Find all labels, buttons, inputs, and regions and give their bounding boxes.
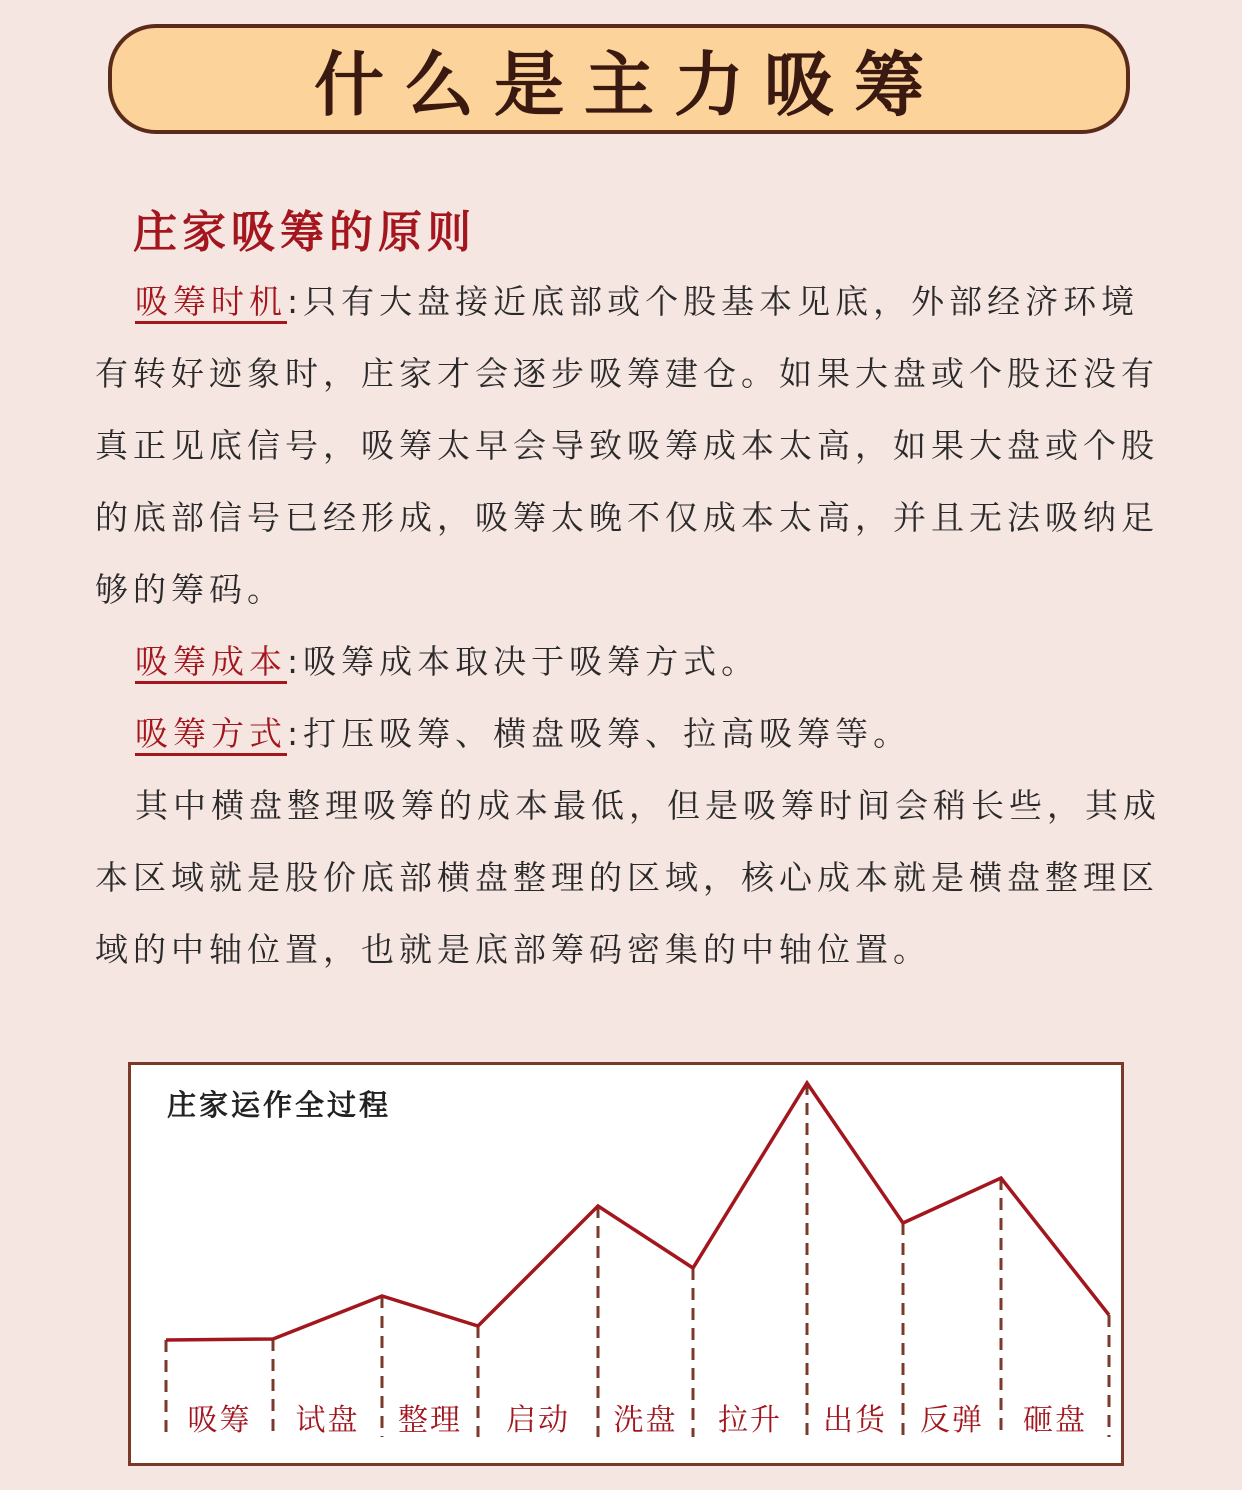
section-heading: 庄家吸筹的原则 (133, 207, 476, 258)
title-banner (108, 24, 1130, 134)
text-cost: :吸筹成本取决于吸筹方式。 (287, 642, 760, 681)
chart-title: 庄家运作全过程 (167, 1088, 392, 1122)
stage-label: 整理 (398, 1403, 462, 1438)
stage-label: 出货 (823, 1403, 887, 1438)
stage-label: 反弹 (920, 1403, 984, 1438)
term-timing: 吸筹时机 (135, 282, 287, 324)
term-method: 吸筹方式 (135, 714, 287, 756)
page-title: 什么是主力吸筹 (314, 43, 944, 126)
stage-label: 吸筹 (187, 1403, 252, 1438)
paragraph-timing (95, 266, 1165, 626)
body-text (95, 266, 1165, 986)
text-method: :打压吸筹、横盘吸筹、拉高吸筹等。 (287, 714, 912, 753)
paragraph-method (95, 698, 1165, 770)
stage-label: 启动 (506, 1403, 570, 1438)
stage-label: 洗盘 (613, 1403, 678, 1438)
paragraph-cost (95, 626, 1165, 698)
stage-label: 拉升 (718, 1403, 782, 1438)
chart-box (128, 1062, 1124, 1466)
stage-label: 试盘 (295, 1403, 360, 1438)
process-chart (131, 1065, 1121, 1463)
process-line (166, 1083, 1109, 1340)
text-timing: :只有大盘接近底部或个股基本见底，外部经济环境有转好迹象时，庄家才会逐步吸筹建仓。如果大盘或个股还没有真正见底信号，吸筹太早会导致吸筹成本太高，如果大盘或个股的底部信号已经形成，吸筹太晚不仅成本太高，并且无法吸纳足够的筹码。 (95, 282, 1159, 609)
term-cost: 吸筹成本 (135, 642, 287, 684)
text-summary: 其中横盘整理吸筹的成本最低，但是吸筹时间会稍长些，其成本区域就是股价底部横盘整理的区域，核心成本就是横盘整理区域的中轴位置，也就是底部筹码密集的中轴位置。 (95, 786, 1161, 969)
paragraph-summary (95, 770, 1165, 986)
stage-label: 砸盘 (1023, 1403, 1087, 1438)
